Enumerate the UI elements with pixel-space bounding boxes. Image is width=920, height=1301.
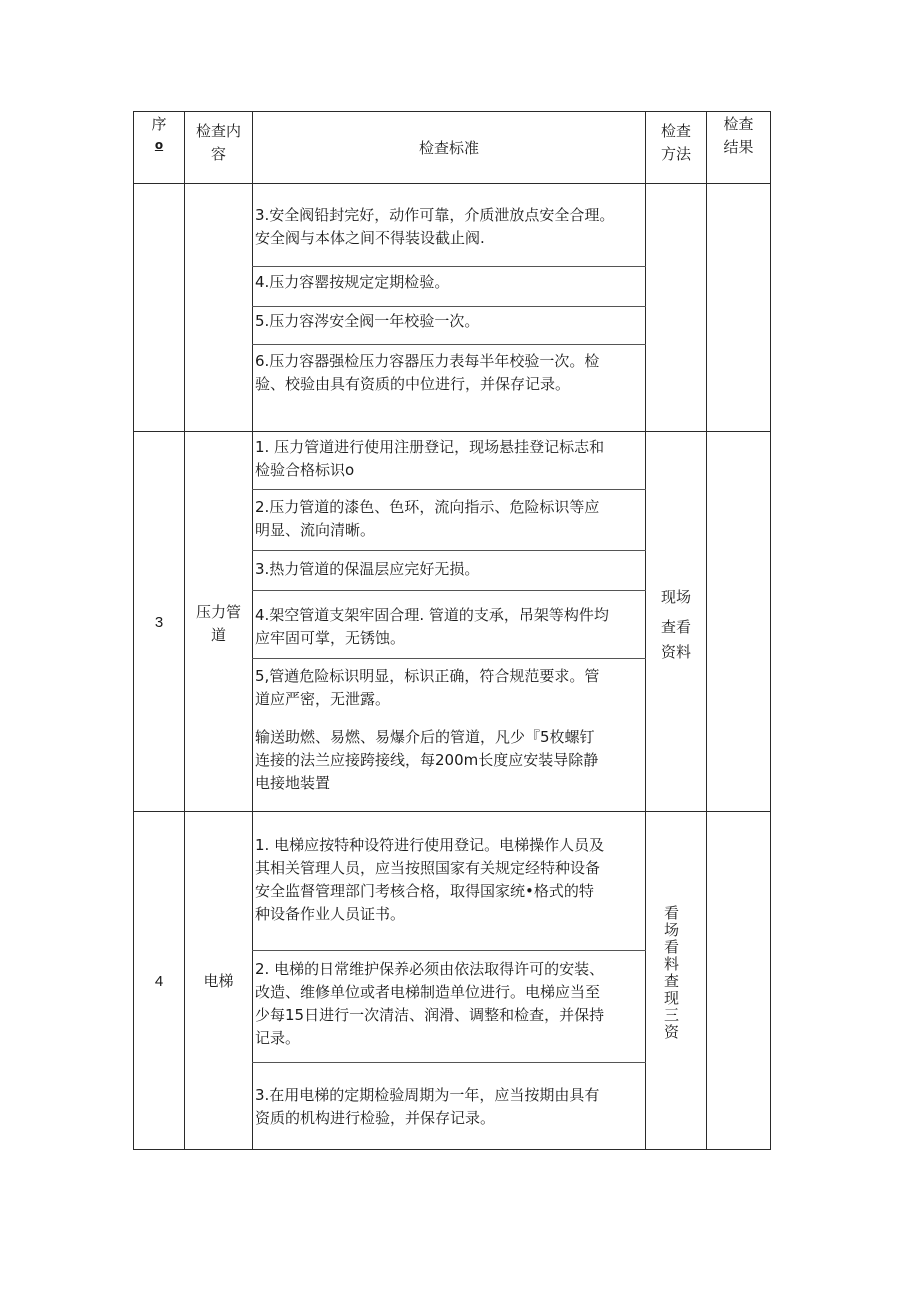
item-divider (252, 550, 646, 551)
row-seq-4: 4 (154, 973, 164, 990)
standard-item: 3.热力管道的保温层应完好无损。 (255, 560, 480, 578)
standard-item: 4.架空管道支架牢固合理. 管道的支承，吊架等构件均 应牢固可掌，无锈蚀。 (255, 606, 609, 647)
table-border-right (770, 111, 771, 1150)
standard-item: 2. 电梯的日常维护保养必须由依法取得许可的安装、 改造、维修单位或者电梯制造单位进行。电梯应当至 少每15日进行一次清洁、润滑、调整和检查，并保持 记录。 (255, 960, 605, 1047)
item-divider (252, 1062, 646, 1063)
standard-item: 6.压力容器强检压力容器压力表每半年校验一次。检 验、校验由具有资质的中位进行，并保存记录。 (255, 352, 600, 393)
header-result: 检查 结果 (723, 115, 754, 156)
row-divider-3 (133, 431, 771, 432)
header-standard: 检查标准 (418, 139, 479, 157)
standard-item: 4.压力容罂按规定定期检验。 (255, 273, 450, 291)
row-name-pressure-pipe: 压力管 道 (195, 603, 241, 644)
standard-item: 1. 电梯应按特种设符进行使用登记。电梯操作人员及 其相关管理人员，应当按照国家有关规定经特种设备 安全监督管理部门考核合格，取得国家统•格式的特 种设备作业人员证书。 (255, 836, 605, 923)
row-divider-4 (133, 811, 771, 812)
standard-item: 1. 压力管道进行使用注册登记，现场悬挂登记标志和 检验合格标识o (255, 438, 605, 479)
item-divider (252, 950, 646, 951)
item-divider (252, 344, 646, 345)
standard-item: 5.压力容涔安全阀一年校验一次。 (255, 312, 480, 330)
standard-item: 3.在用电梯的定期检验周期为一年，应当按期由具有 资质的机构进行检验，并保存记录。 (255, 1086, 600, 1127)
header-divider (133, 183, 771, 184)
table-border-top (133, 111, 771, 112)
row-method-3: 现场 查看 资料 (660, 588, 691, 661)
item-divider (252, 658, 646, 659)
table-border-bottom (133, 1149, 771, 1150)
item-divider (252, 489, 646, 490)
standard-item: 输送助燃、易燃、易爆介后的管道，凡少『5枚螺钉 连接的法兰应接跨接线，每200m长度应安装导除静 电接地装置 (255, 728, 599, 792)
row-method-4: 看场看料查现三资 (662, 905, 680, 1041)
item-divider (252, 306, 646, 307)
row-seq-3: 3 (154, 614, 164, 631)
header-content: 检查内 容 (195, 122, 241, 163)
item-divider (252, 590, 646, 591)
header-seq: 序 o (151, 115, 167, 152)
standard-item: 3.安全阀铅封完好，动作可靠，介质泄放点安全合理。 安全阀与本体之间不得装设截止阀. (255, 206, 615, 247)
header-method: 检查 方法 (660, 122, 691, 163)
standard-item: 2.压力管道的漆色、色环，流向指示、危险标识等应 明显、流向清晰。 (255, 498, 600, 539)
standard-item: 5,管遒危险标识明显，标识正确，符合规范要求。管 道应严密，无泄露。 (255, 667, 600, 708)
item-divider (252, 266, 646, 267)
row-name-elevator: 电梯 (203, 972, 234, 990)
col-divider-4 (706, 111, 707, 1150)
